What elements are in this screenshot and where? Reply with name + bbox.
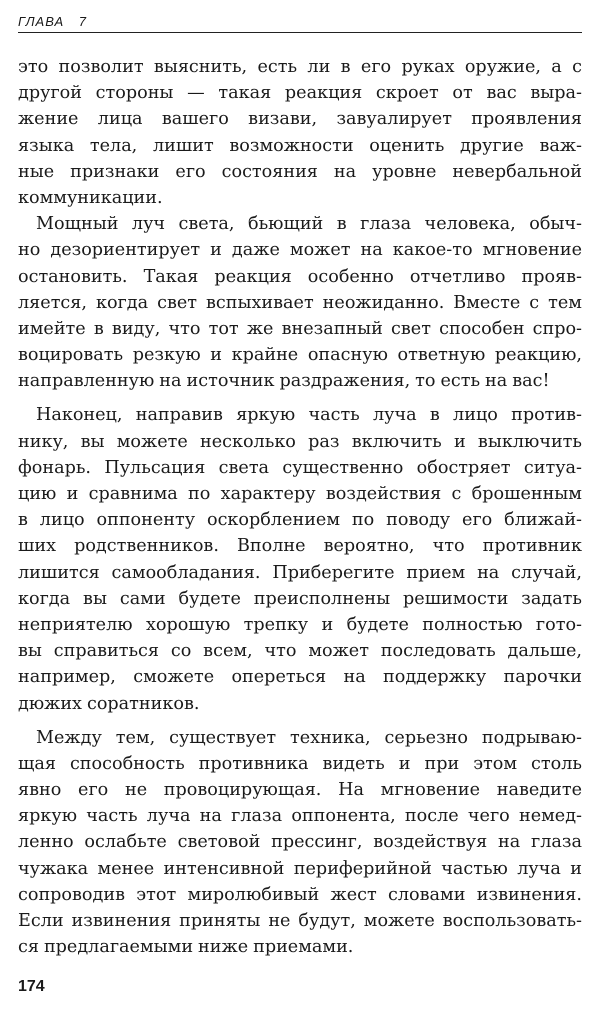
text-line: щая способность противника видеть и при этом столь (18, 753, 582, 774)
text-line: цию и сравнима по характеру воздействия с брошенным (18, 484, 582, 504)
paragraph-gap (18, 394, 582, 402)
text-line: чужака менее интенсивной периферийной частью луча и (18, 858, 582, 879)
text-line: дюжих соратников. (18, 693, 200, 714)
text-line: ших родственников. Вполне вероятно, что противник (18, 536, 582, 557)
paragraph (18, 54, 582, 211)
text-line: фонарь. Пульсация света существенно обостряет ситуа- (18, 457, 582, 478)
text-line: лишится самообладания. Приберегите прием на случай, (18, 562, 582, 583)
text-line: ся предлагаемыми ниже приемами. (18, 937, 354, 958)
text-line: жение лица вашего визави, завуалирует проявления (18, 109, 582, 130)
text-line: ные признаки его состояния на уровне невербальной (18, 161, 582, 182)
paragraph-gap (18, 717, 582, 725)
text-line: имейте в виду, что тот же внезапный свет способен спро- (18, 318, 582, 339)
text-line: неприятелю хорошую трепку и будете полностью гото- (18, 614, 582, 635)
text-line: направленную на источник раздражения, то есть на вас! (18, 371, 550, 392)
text-line: это позволит выяснить, есть ли в его руках оружие, а с (18, 57, 582, 77)
paragraph (18, 402, 582, 716)
body-text (18, 54, 582, 960)
text-line: ленно ослабьте световой прессинг, воздействуя на глаза (18, 832, 582, 853)
text-line: Между тем, существует техника, серьезно подрываю- (36, 727, 582, 748)
text-line: вы справиться со всем, что может последовать дальше, (18, 641, 582, 662)
text-line: в лицо оппоненту оскорблением по поводу его ближай- (18, 510, 582, 531)
text-line: явно его не провоцирующая. На мгновение наведите (18, 780, 582, 801)
paragraph (18, 211, 582, 394)
text-line: воцировать резкую и крайне опасную ответную реакцию, (18, 345, 582, 366)
text-line: яркую часть луча на глаза оппонента, после чего немед- (18, 806, 582, 827)
text-line: языка тела, лишит возможности оценить другие важ- (18, 135, 582, 156)
running-head (18, 14, 582, 33)
text-line: но дезориентирует и даже может на какое-то мгновение (18, 240, 582, 261)
text-line: нику, вы можете несколько раз включить и выключить (18, 431, 582, 452)
text-line: сопроводив этот миролюбивый жест словами извинения. (18, 884, 582, 905)
chapter-number: 7 (78, 14, 87, 29)
paragraph (18, 725, 582, 961)
text-line: например, сможете опереться на поддержку парочки (18, 667, 582, 688)
text-line: остановить. Такая реакция особенно отчетливо прояв- (18, 266, 582, 287)
text-line: Мощный луч света, бьющий в глаза человека, обыч- (36, 214, 582, 235)
text-line: Наконец, направив яркую часть луча в лицо против- (36, 405, 582, 426)
text-line: Если извинения приняты не будут, можете воспользовать- (18, 911, 582, 931)
text-line: другой стороны — такая реакция скроет от вас выра- (18, 83, 582, 104)
text-line: когда вы сами будете преисполнены решимости задать (18, 588, 582, 609)
text-line: коммуникации. (18, 187, 163, 208)
text-line: ляется, когда свет вспыхивает неожиданно. Вместе с тем (18, 292, 582, 313)
chapter-label: ГЛАВА (18, 14, 65, 29)
page-number: 174 (18, 978, 45, 995)
